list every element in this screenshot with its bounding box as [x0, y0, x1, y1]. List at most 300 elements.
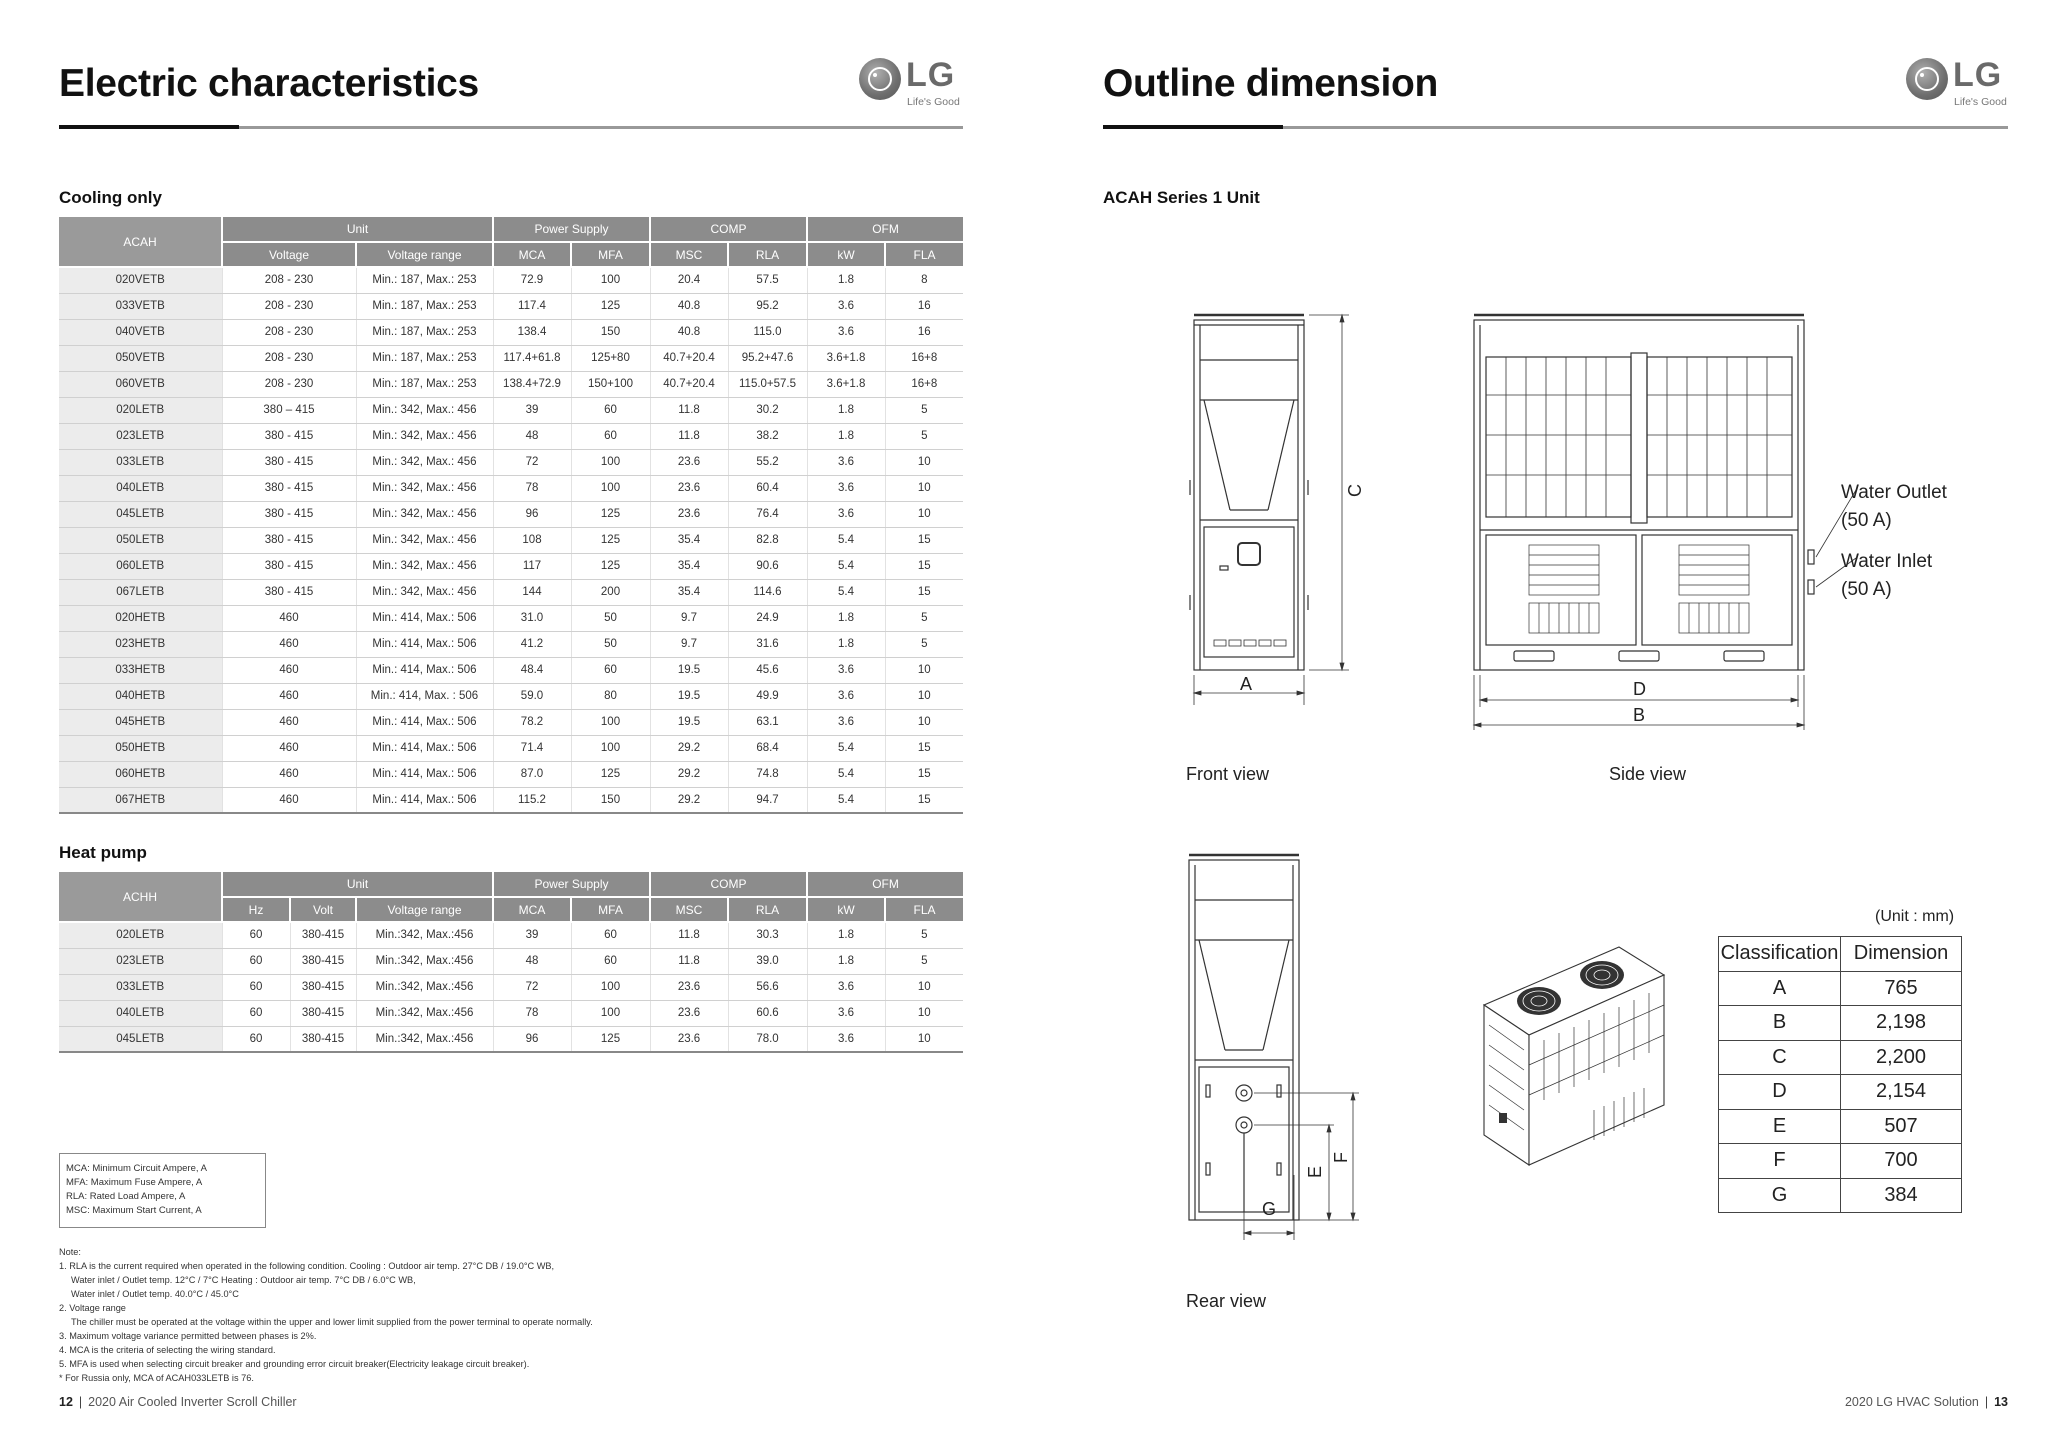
- abbreviation-legend: [59, 1153, 266, 1228]
- table-cell: 3.6: [807, 501, 885, 527]
- table-cell: 380-415: [290, 922, 356, 948]
- group-header-power-supply: Power Supply: [493, 217, 650, 242]
- table-cell: 208 - 230: [222, 345, 356, 371]
- unit-note: (Unit : mm): [1875, 908, 1955, 925]
- table-cell: 3.6: [807, 293, 885, 319]
- table-cell: 60: [571, 397, 650, 423]
- heat-section-label: Heat pump: [59, 843, 147, 862]
- table-row: [59, 423, 963, 449]
- table-cell: 50: [571, 631, 650, 657]
- table-cell: 5.4: [807, 579, 885, 605]
- table-cell: 23.6: [650, 974, 728, 1000]
- dim-label-b: B: [1633, 705, 1646, 725]
- table-cell: 48: [493, 423, 571, 449]
- table-cell: 60.4: [728, 475, 807, 501]
- note-line: 1. RLA is the current required when operated in the following condition. Cooling : Outdoor air temp. 27°C DB / 19.0°C WB,: [59, 1261, 555, 1271]
- table-cell: 1.8: [807, 948, 885, 974]
- notes: [59, 1245, 959, 1385]
- table-cell: 200: [571, 579, 650, 605]
- series-section-label: ACAH Series 1 Unit: [1103, 188, 1260, 207]
- table-cell: 23.6: [650, 475, 728, 501]
- table-cell: 10: [885, 501, 963, 527]
- model-cell: 060VETB: [59, 371, 222, 397]
- model-header: ACHH: [59, 872, 222, 922]
- table-cell: Min.: 342, Max.: 456: [356, 475, 493, 501]
- page-number: 12: [59, 1395, 73, 1409]
- dim-label-d: D: [1633, 679, 1646, 699]
- table-cell: 95.2: [728, 293, 807, 319]
- table-cell: 16+8: [885, 371, 963, 397]
- right-page: [1024, 0, 2048, 1448]
- table-cell: 5: [885, 631, 963, 657]
- table-row: [59, 553, 963, 579]
- table-row: [1719, 1040, 1962, 1075]
- table-cell: 100: [571, 709, 650, 735]
- table-cell: 39: [493, 397, 571, 423]
- table-cell: 144: [493, 579, 571, 605]
- table-cell: 460: [222, 787, 356, 813]
- table-cell: 50: [571, 605, 650, 631]
- table-cell: 117.4: [493, 293, 571, 319]
- table-cell: 208 - 230: [222, 267, 356, 293]
- sub-header: MSC: [650, 242, 728, 267]
- footer-text: 2020 LG HVAC Solution: [1844, 1395, 1979, 1409]
- table-cell: 100: [571, 1000, 650, 1026]
- table-cell: Min.:342, Max.:456: [356, 922, 493, 948]
- dimension-table: [1718, 936, 1962, 1213]
- footer-separator: |: [1984, 1395, 1989, 1409]
- lg-logo-word: LG: [1953, 56, 2003, 94]
- table-cell: 39: [493, 922, 571, 948]
- model-cell: 045HETB: [59, 709, 222, 735]
- table-cell: 1.8: [807, 267, 885, 293]
- model-cell: 023LETB: [59, 948, 222, 974]
- table-cell: 35.4: [650, 553, 728, 579]
- table-cell: 3.6: [807, 657, 885, 683]
- table-cell: 23.6: [650, 501, 728, 527]
- group-header-power-supply: Power Supply: [493, 872, 650, 897]
- sub-header: Hz: [222, 897, 290, 922]
- table-cell: Min.: 342, Max.: 456: [356, 397, 493, 423]
- model-cell: 050VETB: [59, 345, 222, 371]
- sub-header: RLA: [728, 242, 807, 267]
- sub-header: Volt: [290, 897, 356, 922]
- table-cell: 8: [885, 267, 963, 293]
- lg-logo-tagline: Life's Good: [1954, 96, 2007, 108]
- table-row: [59, 267, 963, 293]
- table-cell: 5: [885, 605, 963, 631]
- table-cell: 460: [222, 683, 356, 709]
- table-cell: 10: [885, 1000, 963, 1026]
- group-header-unit: Unit: [222, 872, 493, 897]
- table-row: [59, 974, 963, 1000]
- table-cell: 9.7: [650, 631, 728, 657]
- model-cell: 045LETB: [59, 1026, 222, 1052]
- table-cell: 60: [222, 1026, 290, 1052]
- table-cell: 380 - 415: [222, 475, 356, 501]
- table-cell: 3.6: [807, 475, 885, 501]
- table-cell: 3.6: [807, 449, 885, 475]
- table-cell: 15: [885, 579, 963, 605]
- cooling-table: [59, 217, 963, 814]
- note-line: Note:: [59, 1247, 81, 1257]
- table-cell: Min.: 342, Max.: 456: [356, 501, 493, 527]
- lg-logo-icon: [859, 58, 901, 100]
- table-cell: 76.4: [728, 501, 807, 527]
- rear-view-label: Rear view: [1186, 1291, 1267, 1311]
- table-cell: 90.6: [728, 553, 807, 579]
- table-cell: 5.4: [807, 553, 885, 579]
- table-cell: 68.4: [728, 735, 807, 761]
- table-cell: 5: [885, 397, 963, 423]
- table-row: [59, 761, 963, 787]
- classification-cell: F: [1719, 1144, 1841, 1179]
- table-row: [1719, 1006, 1962, 1041]
- model-cell: 020LETB: [59, 922, 222, 948]
- legend-line: MSC: Maximum Start Current, A: [66, 1205, 202, 1216]
- table-cell: 29.2: [650, 787, 728, 813]
- model-cell: 033LETB: [59, 449, 222, 475]
- lg-logo-tagline: Life's Good: [907, 96, 960, 108]
- table-cell: 125: [571, 527, 650, 553]
- table-cell: 24.9: [728, 605, 807, 631]
- sub-header: MSC: [650, 897, 728, 922]
- front-view-label: Front view: [1186, 764, 1270, 784]
- table-cell: 29.2: [650, 761, 728, 787]
- lg-logo-icon: [1906, 58, 1948, 100]
- model-cell: 060LETB: [59, 553, 222, 579]
- table-cell: 15: [885, 553, 963, 579]
- table-cell: 38.2: [728, 423, 807, 449]
- model-cell: 067HETB: [59, 787, 222, 813]
- page-number: 13: [1994, 1395, 2008, 1409]
- table-cell: 11.8: [650, 423, 728, 449]
- rear-view-drawing: [1159, 845, 1379, 1255]
- table-cell: 74.8: [728, 761, 807, 787]
- model-cell: 020VETB: [59, 267, 222, 293]
- table-cell: 150+100: [571, 371, 650, 397]
- table-cell: 3.6: [807, 1000, 885, 1026]
- table-cell: Min.: 187, Max.: 253: [356, 345, 493, 371]
- table-cell: 63.1: [728, 709, 807, 735]
- table-cell: 380-415: [290, 948, 356, 974]
- table-cell: 40.8: [650, 293, 728, 319]
- model-cell: 040VETB: [59, 319, 222, 345]
- table-cell: 40.8: [650, 319, 728, 345]
- table-cell: 40.7+20.4: [650, 345, 728, 371]
- table-cell: 19.5: [650, 709, 728, 735]
- table-cell: 72: [493, 974, 571, 1000]
- table-cell: 117.4+61.8: [493, 345, 571, 371]
- table-row: [59, 397, 963, 423]
- model-cell: 045LETB: [59, 501, 222, 527]
- table-cell: 29.2: [650, 735, 728, 761]
- table-cell: 10: [885, 657, 963, 683]
- table-cell: 380 - 415: [222, 449, 356, 475]
- table-cell: 380 - 415: [222, 553, 356, 579]
- legend-line: RLA: Rated Load Ampere, A: [66, 1191, 186, 1202]
- note-line: * For Russia only, MCA of ACAH033LETB is 76.: [59, 1373, 254, 1383]
- table-cell: 35.4: [650, 527, 728, 553]
- table-cell: 60: [222, 948, 290, 974]
- table-cell: Min.: 187, Max.: 253: [356, 319, 493, 345]
- table-cell: 60: [222, 1000, 290, 1026]
- table-row: [59, 527, 963, 553]
- table-cell: 41.2: [493, 631, 571, 657]
- table-cell: Min.: 414, Max. : 506: [356, 683, 493, 709]
- dimension-cell: 765: [1841, 971, 1962, 1006]
- table-cell: 15: [885, 735, 963, 761]
- table-cell: 72.9: [493, 267, 571, 293]
- table-cell: 96: [493, 1026, 571, 1052]
- table-cell: 78.0: [728, 1026, 807, 1052]
- lg-logo: [1906, 58, 2016, 110]
- group-header-ofm: OFM: [807, 217, 963, 242]
- dimension-cell: 2,198: [1841, 1006, 1962, 1041]
- table-cell: 60: [571, 657, 650, 683]
- table-cell: 15: [885, 761, 963, 787]
- lg-logo-word: LG: [906, 56, 956, 94]
- table-cell: Min.: 187, Max.: 253: [356, 293, 493, 319]
- group-header-unit: Unit: [222, 217, 493, 242]
- sub-header: MFA: [571, 897, 650, 922]
- table-cell: 57.5: [728, 267, 807, 293]
- table-cell: 16+8: [885, 345, 963, 371]
- heat-table: [59, 872, 963, 1053]
- model-cell: 033VETB: [59, 293, 222, 319]
- dimension-cell: 2,154: [1841, 1075, 1962, 1110]
- table-cell: 19.5: [650, 657, 728, 683]
- table-cell: 150: [571, 787, 650, 813]
- note-line: 3. Maximum voltage variance permitted between phases is 2%.: [59, 1331, 317, 1341]
- table-cell: 30.3: [728, 922, 807, 948]
- table-cell: 80: [571, 683, 650, 709]
- table-cell: Min.: 414, Max.: 506: [356, 605, 493, 631]
- table-cell: 11.8: [650, 397, 728, 423]
- table-cell: 3.6: [807, 974, 885, 1000]
- model-cell: 067LETB: [59, 579, 222, 605]
- table-cell: Min.: 414, Max.: 506: [356, 709, 493, 735]
- table-cell: 82.8: [728, 527, 807, 553]
- table-cell: 100: [571, 974, 650, 1000]
- model-cell: 040LETB: [59, 1000, 222, 1026]
- note-line: Water inlet / Outlet temp. 12°C / 7°C Heating : Outdoor air temp. 7°C DB / 6.0°C WB,: [71, 1275, 416, 1285]
- table-cell: 11.8: [650, 948, 728, 974]
- table-cell: 40.7+20.4: [650, 371, 728, 397]
- table-cell: 100: [571, 735, 650, 761]
- table-cell: 1.8: [807, 922, 885, 948]
- lg-logo: [859, 58, 969, 110]
- model-cell: 050LETB: [59, 527, 222, 553]
- water-outlet-label: Water Outlet (50 A): [1841, 482, 1947, 531]
- sub-header: kW: [807, 897, 885, 922]
- table-cell: 3.6: [807, 319, 885, 345]
- table-row: [59, 631, 963, 657]
- sub-header: kW: [807, 242, 885, 267]
- table-cell: 100: [571, 267, 650, 293]
- dimension-cell: 700: [1841, 1144, 1962, 1179]
- table-cell: Min.: 342, Max.: 456: [356, 423, 493, 449]
- table-cell: 10: [885, 475, 963, 501]
- cooling-section-label: Cooling only: [59, 188, 162, 207]
- table-row: [59, 449, 963, 475]
- table-cell: 460: [222, 631, 356, 657]
- table-cell: 60: [222, 922, 290, 948]
- table-row: [59, 605, 963, 631]
- sub-header: MCA: [493, 897, 571, 922]
- table-cell: 1.8: [807, 423, 885, 449]
- dim-label-a: A: [1240, 674, 1253, 694]
- table-cell: 10: [885, 1026, 963, 1052]
- dim-label-c: C: [1345, 484, 1365, 497]
- table-row: [59, 293, 963, 319]
- table-cell: 5.4: [807, 527, 885, 553]
- table-cell: 59.0: [493, 683, 571, 709]
- sub-header: RLA: [728, 897, 807, 922]
- table-row: [59, 1000, 963, 1026]
- table-cell: Min.: 187, Max.: 253: [356, 267, 493, 293]
- table-row: [59, 371, 963, 397]
- table-row: [59, 683, 963, 709]
- classification-cell: E: [1719, 1109, 1841, 1144]
- table-cell: 10: [885, 709, 963, 735]
- table-cell: 460: [222, 735, 356, 761]
- table-cell: 125: [571, 761, 650, 787]
- table-cell: Min.: 342, Max.: 456: [356, 579, 493, 605]
- table-row: [1719, 1109, 1962, 1144]
- table-cell: 108: [493, 527, 571, 553]
- note-line: 2. Voltage range: [59, 1303, 126, 1313]
- table-cell: Min.: 342, Max.: 456: [356, 553, 493, 579]
- table-cell: 380 - 415: [222, 579, 356, 605]
- table-cell: 380-415: [290, 1000, 356, 1026]
- table-cell: 125: [571, 1026, 650, 1052]
- table-cell: 71.4: [493, 735, 571, 761]
- table-cell: 380 – 415: [222, 397, 356, 423]
- table-cell: 31.6: [728, 631, 807, 657]
- table-cell: Min.: 342, Max.: 456: [356, 449, 493, 475]
- table-row: [59, 948, 963, 974]
- model-cell: 020HETB: [59, 605, 222, 631]
- note-line: 5. MFA is used when selecting circuit breaker and grounding error circuit breaker(Electricity leakage circuit breaker).: [59, 1359, 530, 1369]
- model-cell: 060HETB: [59, 761, 222, 787]
- table-cell: 125: [571, 501, 650, 527]
- table-cell: 100: [571, 449, 650, 475]
- sub-header: MCA: [493, 242, 571, 267]
- table-cell: 48: [493, 948, 571, 974]
- table-cell: 55.2: [728, 449, 807, 475]
- group-header-ofm: OFM: [807, 872, 963, 897]
- table-cell: 125: [571, 293, 650, 319]
- model-cell: 020LETB: [59, 397, 222, 423]
- table-cell: 1.8: [807, 605, 885, 631]
- table-cell: Min.: 414, Max.: 506: [356, 787, 493, 813]
- table-cell: 5: [885, 948, 963, 974]
- table-cell: 10: [885, 449, 963, 475]
- title-rule: [59, 126, 963, 129]
- note-line: Water inlet / Outlet temp. 40.0°C / 45.0°C: [71, 1289, 239, 1299]
- classification-cell: G: [1719, 1178, 1841, 1213]
- table-cell: 460: [222, 657, 356, 683]
- table-cell: 5: [885, 922, 963, 948]
- dim-label-g: G: [1262, 1199, 1277, 1219]
- page-title: Outline dimension: [1103, 62, 1439, 105]
- table-cell: 48.4: [493, 657, 571, 683]
- table-cell: 150: [571, 319, 650, 345]
- dim-header-dimension: Dimension: [1841, 937, 1962, 972]
- sub-header: Voltage range: [356, 897, 493, 922]
- table-cell: Min.: 414, Max.: 506: [356, 761, 493, 787]
- table-cell: 60: [222, 974, 290, 1000]
- front-view-drawing: [1164, 305, 1374, 725]
- table-cell: 208 - 230: [222, 293, 356, 319]
- table-cell: 49.9: [728, 683, 807, 709]
- table-cell: 60: [571, 948, 650, 974]
- sub-header: FLA: [885, 897, 963, 922]
- model-cell: 023HETB: [59, 631, 222, 657]
- legend-line: MFA: Maximum Fuse Ampere, A: [66, 1177, 203, 1188]
- classification-cell: A: [1719, 971, 1841, 1006]
- table-cell: 95.2+47.6: [728, 345, 807, 371]
- table-cell: 78: [493, 475, 571, 501]
- note-line: The chiller must be operated at the voltage within the upper and lower limit supplied from the power terminal to operate normally.: [71, 1317, 593, 1327]
- table-cell: Min.: 414, Max.: 506: [356, 657, 493, 683]
- table-cell: 138.4+72.9: [493, 371, 571, 397]
- dim-header-classification: Classification: [1719, 937, 1841, 972]
- table-cell: 125: [571, 553, 650, 579]
- table-cell: 16: [885, 293, 963, 319]
- table-row: [59, 579, 963, 605]
- table-cell: 94.7: [728, 787, 807, 813]
- table-cell: 460: [222, 605, 356, 631]
- table-row: [59, 475, 963, 501]
- dimension-cell: 2,200: [1841, 1040, 1962, 1075]
- table-cell: Min.:342, Max.:456: [356, 1026, 493, 1052]
- table-row: [59, 1026, 963, 1052]
- page-footer: [1845, 1395, 2008, 1409]
- table-cell: 30.2: [728, 397, 807, 423]
- table-cell: 72: [493, 449, 571, 475]
- dim-label-e: E: [1305, 1165, 1325, 1178]
- table-cell: 5.4: [807, 787, 885, 813]
- model-cell: 033LETB: [59, 974, 222, 1000]
- table-row: [59, 735, 963, 761]
- model-cell: 023LETB: [59, 423, 222, 449]
- table-cell: 15: [885, 787, 963, 813]
- model-cell: 040LETB: [59, 475, 222, 501]
- model-cell: 040HETB: [59, 683, 222, 709]
- table-cell: Min.: 187, Max.: 253: [356, 371, 493, 397]
- table-cell: 3.6: [807, 709, 885, 735]
- footer-text: 2020 Air Cooled Inverter Scroll Chiller: [88, 1395, 297, 1409]
- table-cell: 114.6: [728, 579, 807, 605]
- table-cell: Min.:342, Max.:456: [356, 1000, 493, 1026]
- table-cell: 19.5: [650, 683, 728, 709]
- table-cell: 60: [571, 922, 650, 948]
- table-cell: Min.: 414, Max.: 506: [356, 631, 493, 657]
- table-cell: 115.0+57.5: [728, 371, 807, 397]
- dim-label-f: F: [1331, 1152, 1351, 1163]
- table-cell: 5: [885, 423, 963, 449]
- table-cell: 1.8: [807, 397, 885, 423]
- table-row: [59, 709, 963, 735]
- table-cell: 15: [885, 527, 963, 553]
- table-cell: 208 - 230: [222, 319, 356, 345]
- table-row: [59, 345, 963, 371]
- table-cell: 56.6: [728, 974, 807, 1000]
- table-cell: 87.0: [493, 761, 571, 787]
- table-cell: 23.6: [650, 449, 728, 475]
